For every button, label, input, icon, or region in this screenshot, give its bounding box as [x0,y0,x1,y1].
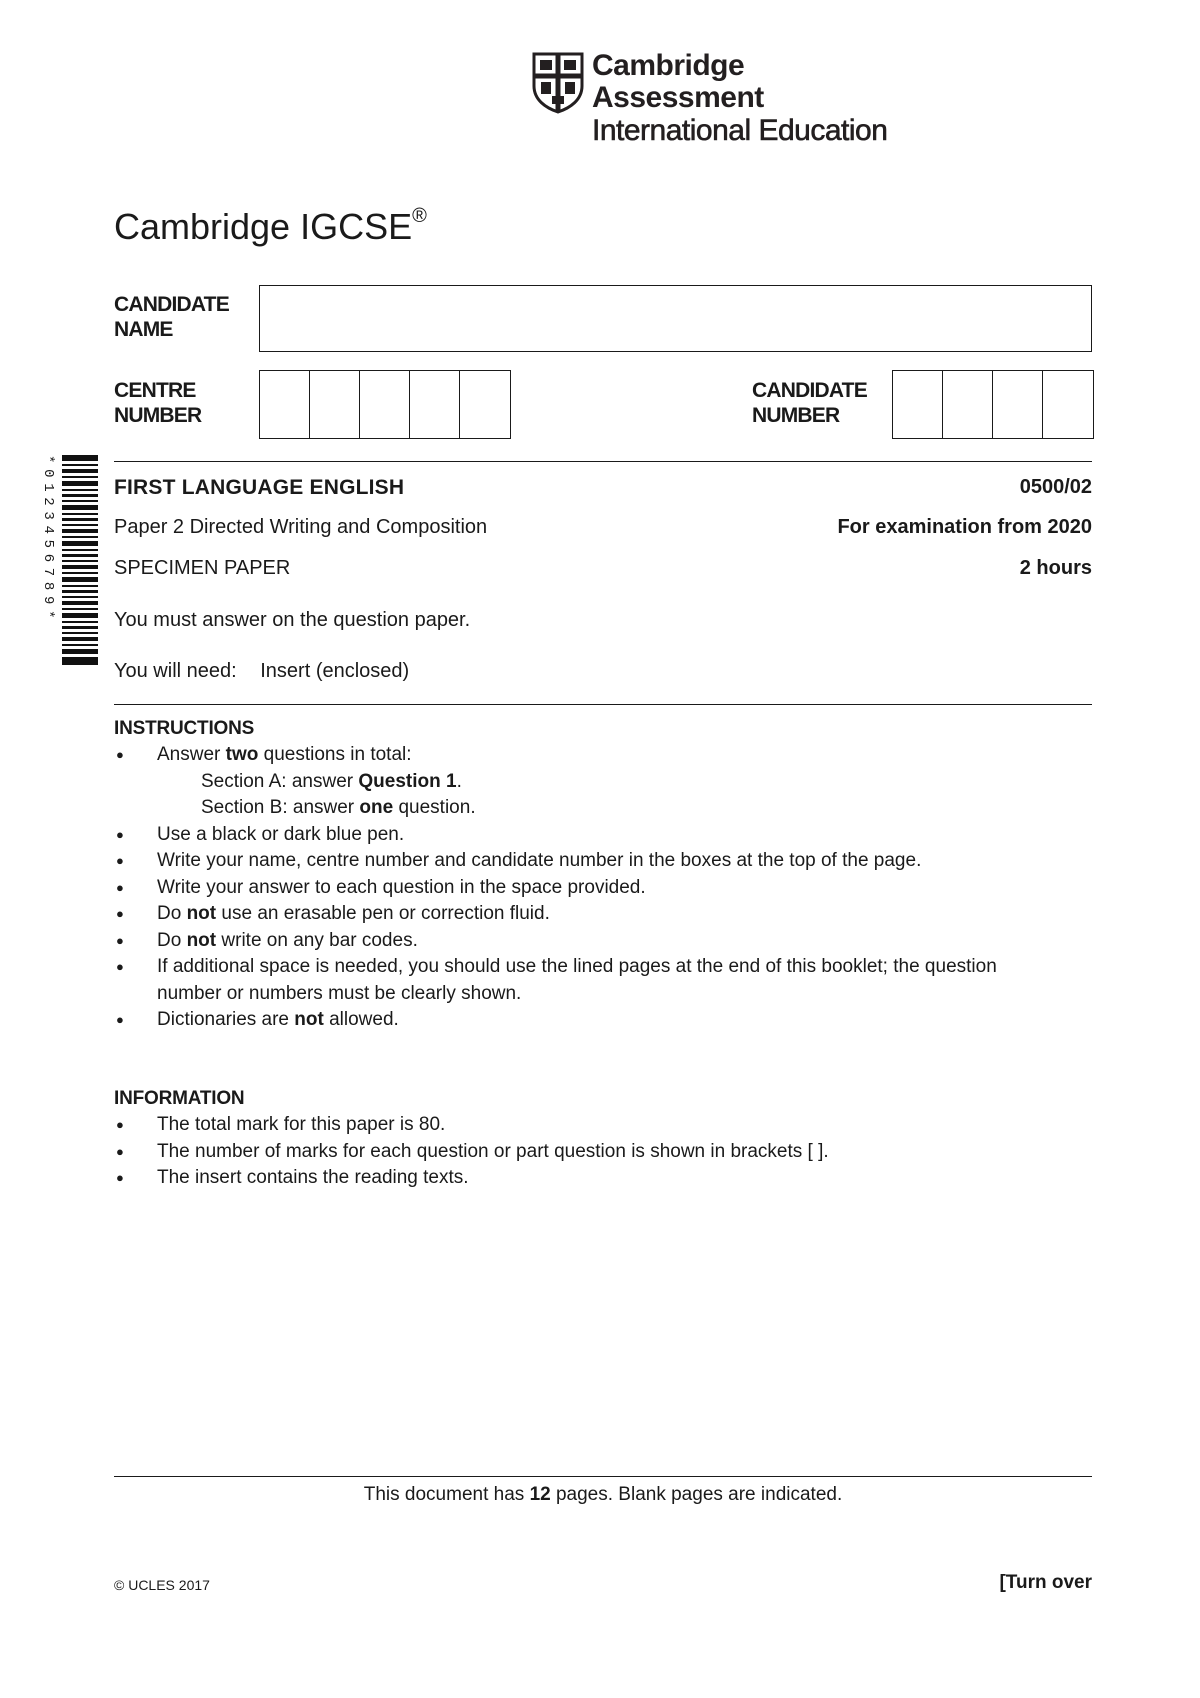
instruction-item [114,954,1114,981]
instruction-text-end: questions in total: [258,744,412,765]
bullet-icon: ● [116,1143,124,1159]
instruction-item [114,901,1114,928]
centre-number-label-line-2: NUMBER [114,404,202,427]
instruction-item [114,742,1114,769]
information-heading: INFORMATION [114,1088,245,1109]
centre-number-field[interactable] [259,370,511,439]
candidate-number-digit-box[interactable] [943,371,993,438]
paper-name-row [114,516,1092,544]
candidate-number-label-line-1: CANDIDATE [752,379,867,402]
centre-number-label-line-1: CENTRE [114,379,196,402]
bullet-icon: ● [116,826,124,842]
instruction-item [114,848,1114,875]
paper-type: SPECIMEN PAPER [114,557,291,579]
centre-number-label [114,378,201,428]
information-item [114,1112,1114,1139]
instruction-text: Dictionaries are [157,1009,295,1030]
candidate-name-label [114,292,229,342]
information-text: The insert contains the reading texts. [157,1167,469,1188]
candidate-name-field[interactable] [259,285,1092,352]
candidate-name-label-line-2: NAME [114,318,173,341]
instruction-emphasis: two [225,744,259,765]
divider-top [114,461,1092,462]
bullet-icon: ● [116,1117,124,1132]
instruction-emphasis: not [294,1009,324,1030]
paper-type-row [114,557,1092,585]
paper-name: Paper 2 Directed Writing and Composition [114,516,488,538]
divider-middle [114,704,1092,705]
instruction-text-end: . [456,770,462,792]
instruction-emphasis: not [186,929,217,951]
logo-line-1: Cambridge Assessment [592,49,764,114]
information-text: The total mark for this paper is 80. [157,1114,446,1135]
information-list [114,1112,1114,1192]
exam-from: For examination from 2020 [837,516,1092,538]
document-pages-note [114,1484,1092,1506]
instruction-text: Section A: answer [201,770,359,792]
document-note-post: pages. Blank pages are indicated. [550,1484,843,1505]
instruction-emphasis: not [186,903,217,924]
instruction-text: Do [157,929,187,951]
instruction-item [114,795,1114,822]
instruction-item [114,875,1114,902]
centre-number-digit-box[interactable] [360,371,410,438]
subject-row [114,476,1092,504]
instruction-item [114,822,1114,849]
instruction-text: Answer [157,744,226,765]
candidate-number-digit-box[interactable] [1043,371,1093,438]
bullet-icon: ● [116,879,124,895]
paper-code: 0500/02 [1019,476,1092,498]
registered-mark: ® [412,205,427,227]
cambridge-logo [532,49,912,147]
instruction-text: number or numbers must be clearly shown. [157,982,522,1004]
qualification-title [114,206,427,248]
instruction-text-end: use an erasable pen or correction fluid. [216,903,550,924]
bullet-icon: ● [116,853,124,868]
instruction-text: Write your name, centre number and candidate number in the boxes at the top of the page. [157,850,922,871]
centre-number-digit-box[interactable] [410,371,460,438]
bullet-icon: ● [116,932,124,948]
you-will-need-item: Insert (enclosed) [260,660,410,682]
instruction-text-end: allowed. [323,1009,399,1030]
bullet-icon: ● [116,959,124,974]
instruction-item [114,928,1114,955]
instructions-heading: INSTRUCTIONS [114,718,255,739]
instruction-text: Write your answer to each question in the space provided. [157,876,646,898]
centre-number-digit-box[interactable] [460,371,510,438]
you-will-need-label: You will need: [114,660,237,682]
instruction-emphasis: Question 1 [358,770,457,792]
instruction-text-end: write on any bar codes. [216,929,418,951]
paper-duration: 2 hours [1019,557,1092,579]
instruction-item [114,769,1114,796]
instruction-text: If additional space is needed, you should use the lined pages at the end of this booklet; the question [157,956,997,977]
information-item [114,1165,1114,1192]
candidate-number-digit-box[interactable] [893,371,943,438]
instruction-item [114,1007,1114,1034]
candidate-name-label-line-1: CANDIDATE [114,293,229,316]
instruction-text: Section B: answer [201,797,360,818]
bullet-icon: ● [116,1012,124,1027]
qualification-name: Cambridge IGCSE [114,206,413,247]
subject-title: FIRST LANGUAGE ENGLISH [114,476,405,499]
bullet-icon: ● [116,906,124,921]
instruction-text: Use a black or dark blue pen. [157,823,405,845]
candidate-number-field[interactable] [892,370,1094,439]
candidate-number-label [752,378,867,428]
logo-line-2: International Education [592,114,888,147]
centre-number-digit-box[interactable] [260,371,310,438]
cambridge-shield-icon [532,52,584,114]
bullet-icon: ● [116,747,124,762]
information-text: The number of marks for each question or part question is shown in brackets [ ]. [157,1140,829,1162]
document-page-count: 12 [529,1484,551,1505]
instructions-list [114,742,1114,1034]
instruction-item [114,981,1114,1008]
instruction-text: Do [157,903,187,924]
bullet-icon: ● [116,1170,124,1185]
divider-bottom [114,1476,1092,1477]
turn-over: [Turn over [999,1572,1092,1593]
instruction-emphasis: one [359,797,394,818]
document-note-pre: This document has [363,1484,530,1505]
candidate-number-label-line-2: NUMBER [752,404,840,427]
barcode-digits: *0123456789* [40,455,56,625]
answer-note: You must answer on the question paper. [114,609,471,631]
barcode-icon [62,455,98,665]
candidate-number-digit-box[interactable] [993,371,1043,438]
instruction-text-end: question. [393,797,476,818]
centre-number-digit-box[interactable] [310,371,360,438]
information-item [114,1139,1114,1166]
copyright: © UCLES 2017 [114,1577,210,1593]
you-will-need [114,660,409,683]
